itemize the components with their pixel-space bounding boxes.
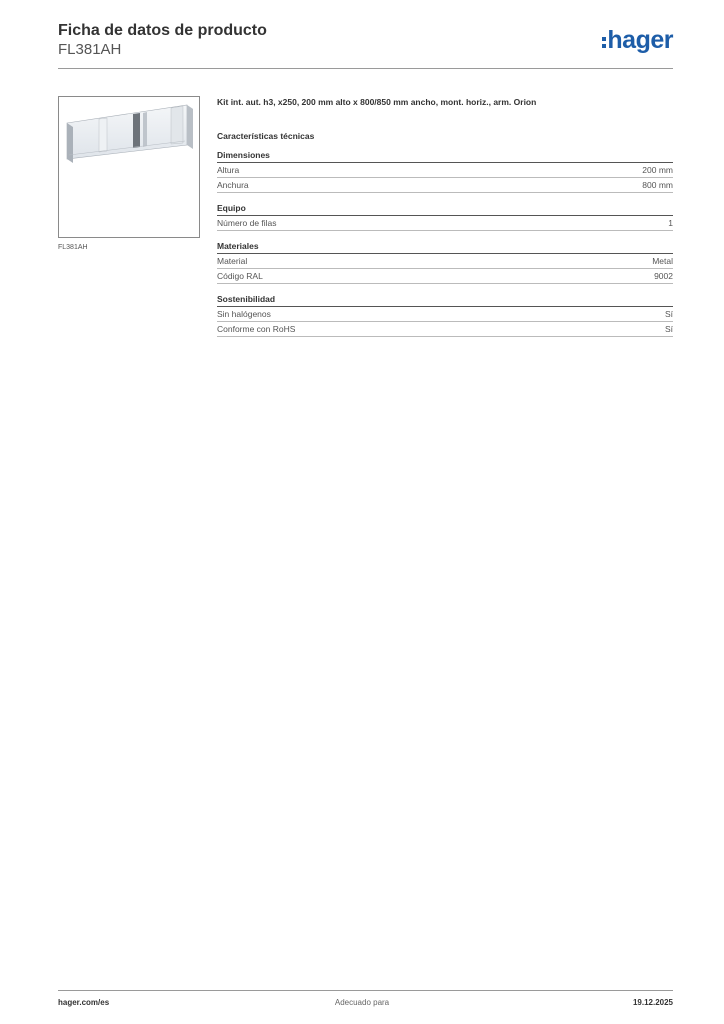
spec-group-title: Materiales	[217, 241, 673, 254]
hager-logo	[602, 26, 673, 54]
spec-group-sustainability	[217, 294, 673, 337]
spec-label: Altura	[217, 165, 240, 175]
spec-label: Material	[217, 256, 248, 266]
product-illustration-icon	[59, 97, 199, 237]
footer-divider	[58, 990, 673, 991]
spec-label: Número de filas	[217, 218, 277, 228]
footer-date: 19.12.2025	[632, 998, 673, 1007]
spec-label: Sin halógenos	[217, 309, 271, 319]
footer-website: hager.com/es	[58, 998, 110, 1007]
spec-value: 9002	[654, 271, 673, 281]
product-description: Kit int. aut. h3, x250, 200 mm alto x 800/850 mm ancho, mont. horiz., arm. Orion	[217, 97, 537, 107]
spec-value: 1	[668, 218, 673, 228]
spec-row	[217, 254, 673, 269]
spec-row	[217, 178, 673, 193]
footer-center-text: Adecuado para	[334, 998, 390, 1007]
specs-section-title: Características técnicas	[217, 131, 315, 141]
product-code: FL381AH	[58, 41, 122, 58]
spec-row	[217, 269, 673, 284]
spec-value: 200 mm	[642, 165, 673, 175]
product-details	[217, 96, 673, 337]
spec-group-title: Equipo	[217, 203, 673, 216]
spec-group-materials	[217, 241, 673, 284]
logo-mark-icon	[602, 37, 606, 48]
page-header	[58, 20, 673, 68]
spec-label: Código RAL	[217, 271, 263, 281]
spec-group-dimensions	[217, 150, 673, 193]
spec-value: Metal	[652, 256, 673, 266]
spec-value: Sí	[664, 324, 673, 334]
spec-group-title: Dimensiones	[217, 150, 673, 163]
header-divider	[58, 68, 673, 69]
spec-row	[217, 307, 673, 322]
spec-row	[217, 163, 673, 178]
spec-value: Sí	[664, 309, 673, 319]
document-title: Ficha de datos de producto	[58, 22, 267, 39]
spec-value: 800 mm	[642, 180, 673, 190]
logo-text: hager	[607, 26, 673, 54]
spec-row	[217, 322, 673, 337]
spec-group-title: Sostenibilidad	[217, 294, 673, 307]
spec-label: Conforme con RoHS	[217, 324, 296, 334]
spec-group-equipment	[217, 203, 673, 231]
product-image	[58, 96, 200, 238]
spec-row	[217, 216, 673, 231]
spec-label: Anchura	[217, 180, 249, 190]
image-caption: FL381AH	[58, 244, 88, 251]
